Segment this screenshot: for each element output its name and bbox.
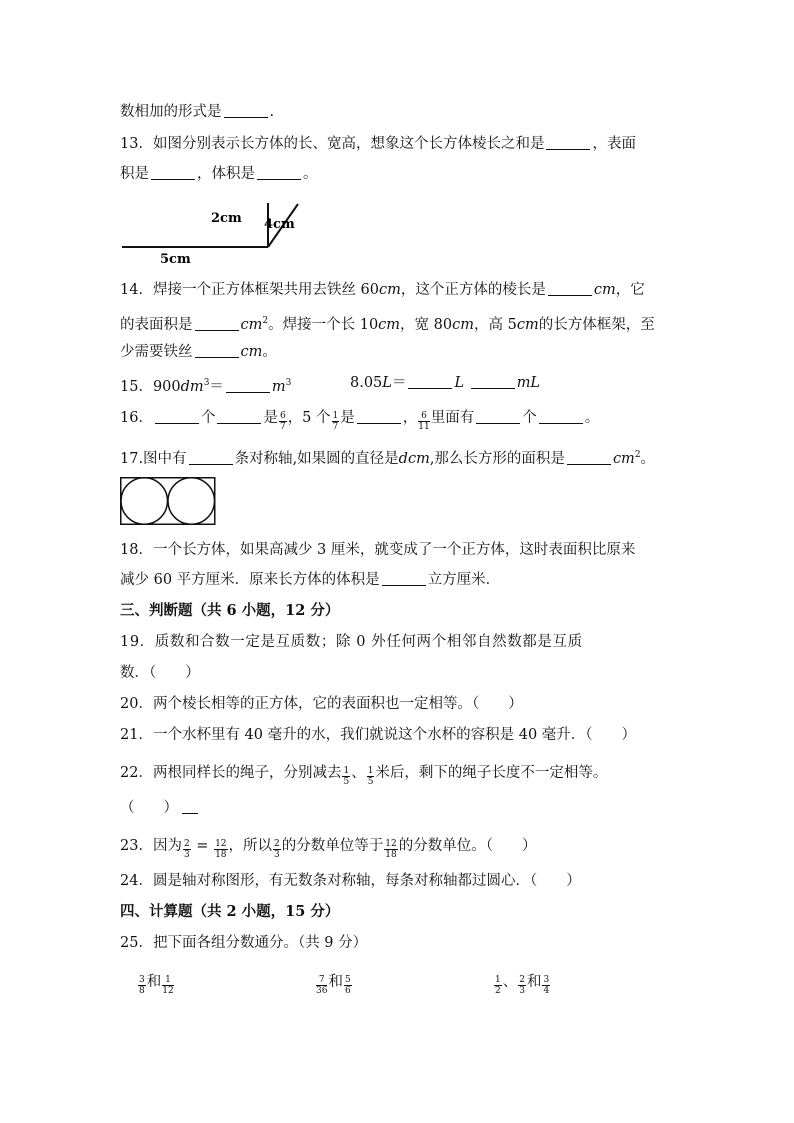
q13-line1 (120, 134, 636, 154)
answer-blank[interactable] (357, 409, 401, 424)
q21-line: 21．一个水杯里有 40 毫升的水，我们就说这个水杯的容积是 40 毫升．（ ） (120, 727, 637, 743)
q15-line-b (350, 373, 540, 393)
answer-blank[interactable] (217, 409, 261, 424)
q16-text: 里面有 (430, 410, 475, 426)
unit-m: m (271, 379, 286, 395)
unit-cm: cm (516, 317, 539, 333)
q18-text: 减少 60 平方厘米．原来长方体的体积是 (120, 572, 380, 588)
q17-text: ,如果圆的直径是 (292, 451, 399, 467)
unit-l: L (382, 375, 392, 391)
fraction (279, 411, 287, 432)
answer-blank[interactable] (257, 165, 301, 180)
answer-blank[interactable] (189, 450, 233, 465)
denominator: 18 (385, 850, 397, 860)
unit-cm: cm (378, 317, 401, 333)
q17-line (120, 445, 655, 469)
denominator: 4 (543, 986, 550, 996)
and-text: 和 (526, 974, 542, 990)
q16-text: 是 (263, 410, 278, 426)
q22-text: 22．两根同样长的绳子，分别减去 (120, 765, 342, 781)
and-text: 和 (146, 974, 162, 990)
q14-line3 (120, 342, 277, 362)
answer-blank[interactable] (155, 409, 199, 424)
q15-text: 8.05 (350, 375, 383, 391)
q14-text: 的表面积是 (120, 317, 193, 333)
q17-text: 17.图中有 (120, 451, 187, 467)
answer-blank[interactable] (226, 378, 270, 393)
answer-blank[interactable] (408, 374, 452, 389)
unit-cm: cm (240, 344, 263, 360)
unit-cm: cm (452, 317, 474, 333)
q22-line1 (120, 763, 607, 787)
q15-text: 15．900 (120, 379, 181, 395)
denominator: 5 (367, 777, 374, 787)
separator: 、 (502, 974, 518, 990)
q22-line2 (120, 798, 198, 818)
q14-text: 。 (262, 344, 277, 360)
q16-text: ， (402, 410, 418, 426)
numerator: 2 (519, 975, 525, 985)
height-label: 2cm (211, 211, 242, 226)
numerator: 2 (183, 839, 190, 849)
answer-blank[interactable] (224, 103, 268, 118)
denominator: 2 (495, 986, 501, 996)
denominator: 3 (183, 850, 190, 860)
q17-text: 。 (640, 451, 656, 467)
q13-text: ，体积是 (197, 166, 255, 182)
q13-text: 13．如图分别表示长方体的长、宽高，想象这个长方体棱长之和是 (120, 136, 545, 152)
fraction (332, 411, 340, 432)
q24-line: 24．圆是轴对称图形，有无数条对称轴，每条对称轴都过圆心．（ ） (120, 873, 581, 889)
fraction (494, 975, 502, 996)
fraction (542, 975, 550, 996)
q18-line2 (120, 570, 500, 590)
q14-text: 。焊接一个长 10 (268, 317, 379, 333)
equals: ＝ (391, 375, 407, 391)
denominator: 6 (344, 986, 351, 996)
q14-text: 少需要铁丝 (120, 344, 193, 360)
q25-item-2 (315, 972, 353, 996)
fraction (344, 975, 352, 996)
denominator: 3 (519, 986, 525, 996)
fraction (367, 766, 375, 787)
q13-text: 积是 (120, 166, 149, 182)
answer-blank[interactable] (476, 409, 520, 424)
q19-line2: 数．（ ） (120, 665, 200, 681)
width-label: 4cm (264, 217, 295, 232)
q13-line2 (120, 164, 318, 184)
answer-blank[interactable] (195, 316, 239, 331)
q16-text: 。 (584, 410, 600, 426)
numerator: 5 (344, 975, 351, 985)
superscript: 3 (203, 378, 210, 388)
q16-text: 个 (522, 410, 537, 426)
q13-text: 。 (303, 166, 318, 182)
superscript: 2 (262, 316, 269, 326)
denominator: 3 (274, 850, 280, 860)
unit-cm: cm (593, 282, 616, 298)
denominator: 7 (279, 422, 286, 432)
q22-text: （ ） (120, 800, 178, 816)
q19-line1: 19．质数和合数一定是互质数；除 0 外任何两个相邻自然数都是互质 (120, 634, 583, 650)
q12-tail (120, 102, 274, 122)
fraction (518, 975, 526, 996)
unit-dcm: dcm (398, 451, 430, 467)
numerator: 1 (162, 975, 173, 986)
section-heading: 三、判断题（共 6 小题，12 分） (120, 602, 340, 619)
fraction (214, 839, 227, 860)
answer-blank[interactable] (151, 165, 195, 180)
unit-ml: mL (516, 375, 541, 391)
answer-blank[interactable] (382, 571, 426, 586)
denominator: 18 (215, 850, 227, 860)
q23-line (120, 836, 536, 860)
circle-left (121, 478, 168, 525)
numerator: 1 (343, 766, 350, 776)
numerator: 1 (495, 975, 501, 985)
q14-text: ，高 5 (473, 317, 517, 333)
denominator: 11 (418, 422, 430, 432)
numerator: 12 (215, 839, 227, 849)
denominator: 5 (343, 777, 350, 787)
section-heading: 四、计算题（共 2 小题，15 分） (120, 903, 340, 920)
q14-line2 (120, 311, 655, 335)
unit-l: L (454, 375, 465, 391)
numerator: 1 (367, 766, 374, 776)
q12-end: . (269, 104, 275, 120)
fraction (162, 975, 173, 996)
fraction (384, 839, 397, 860)
superscript: 3 (285, 378, 292, 388)
q16-text: 个 (200, 410, 216, 426)
q18-line1: 18．一个长方体，如果高减少 3 厘米，就变成了一个正方体，这时表面积比原来 (120, 542, 636, 558)
answer-blank[interactable] (567, 450, 611, 465)
q22-text: 米后，剩下的绳子长度不一定相等。 (375, 765, 608, 781)
fraction (418, 411, 429, 432)
unit-dm: dm (180, 379, 204, 395)
q16-text: ，5 个 (287, 410, 331, 426)
length-label: 5cm (160, 252, 191, 266)
denominator: 12 (162, 986, 174, 996)
denominator: 36 (316, 986, 328, 996)
q23-text: 的分数单位等于 (281, 838, 384, 854)
q15-line (120, 373, 291, 397)
q14-text: 14．焊接一个正方体框架共用去铁丝 60 (120, 282, 380, 298)
numerator: 2 (274, 839, 280, 849)
superscript: 2 (634, 450, 641, 460)
fraction (183, 839, 191, 860)
answer-blank[interactable] (546, 135, 590, 150)
answer-blank[interactable] (471, 374, 515, 389)
q13-figure (118, 196, 318, 266)
q17-figure (120, 477, 216, 525)
fraction (273, 839, 281, 860)
denominator: 7 (332, 422, 339, 432)
numerator: 1 (332, 411, 339, 421)
numerator: 12 (385, 839, 397, 849)
q16-line (120, 408, 599, 432)
q23-text: 23．因为 (120, 838, 182, 854)
unit-cm: cm (379, 282, 401, 298)
and-text: 和 (328, 974, 343, 990)
q13-text: ，表面 (592, 136, 636, 152)
q12-text: 数相加的形式是 (120, 104, 222, 120)
numerator: 7 (316, 975, 327, 986)
numerator: 6 (418, 411, 429, 422)
answer-blank[interactable] (548, 281, 592, 296)
q22-text: 、 (351, 765, 366, 781)
q25-line: 25．把下面各组分数通分。（共 9 分） (120, 935, 368, 951)
q16-text: 16． (120, 410, 153, 426)
unit-cm: cm (612, 451, 635, 467)
q17-text: 条对称轴 (234, 451, 293, 467)
q25-item-3 (493, 972, 551, 996)
q20-line: 20．两个棱长相等的正方体，它的表面积也一定相等。（ ） (120, 696, 523, 712)
numerator: 3 (139, 975, 145, 985)
q17-text: ,那么长方形的面积是 (429, 451, 565, 467)
numerator: 3 (543, 975, 550, 985)
q14-text: ，这个正方体的棱长是 (400, 282, 546, 298)
answer-blank[interactable] (539, 409, 583, 424)
unit-cm2: cm (240, 317, 263, 333)
q23-text: 的分数单位。（ ） (398, 838, 537, 854)
q18-text: 立方厘米． (427, 572, 501, 588)
q14-text: ，它 (615, 282, 645, 298)
q14-text: 的长方体框架，至 (538, 317, 655, 333)
fraction (316, 975, 327, 996)
q16-text: 是 (340, 410, 355, 426)
fraction (342, 766, 350, 787)
answer-blank[interactable] (182, 799, 198, 814)
equals: ＝ (209, 379, 224, 395)
numerator: 6 (279, 411, 286, 421)
q25-item-1 (137, 972, 175, 996)
equals: = (191, 838, 214, 854)
answer-blank[interactable] (195, 343, 239, 358)
q14-text: ，宽 80 (400, 317, 453, 333)
q14-line1 (120, 280, 645, 300)
q23-text: ，所以 (228, 838, 273, 854)
circle-right (168, 478, 215, 525)
fraction (138, 975, 146, 996)
denominator: 8 (139, 986, 145, 996)
